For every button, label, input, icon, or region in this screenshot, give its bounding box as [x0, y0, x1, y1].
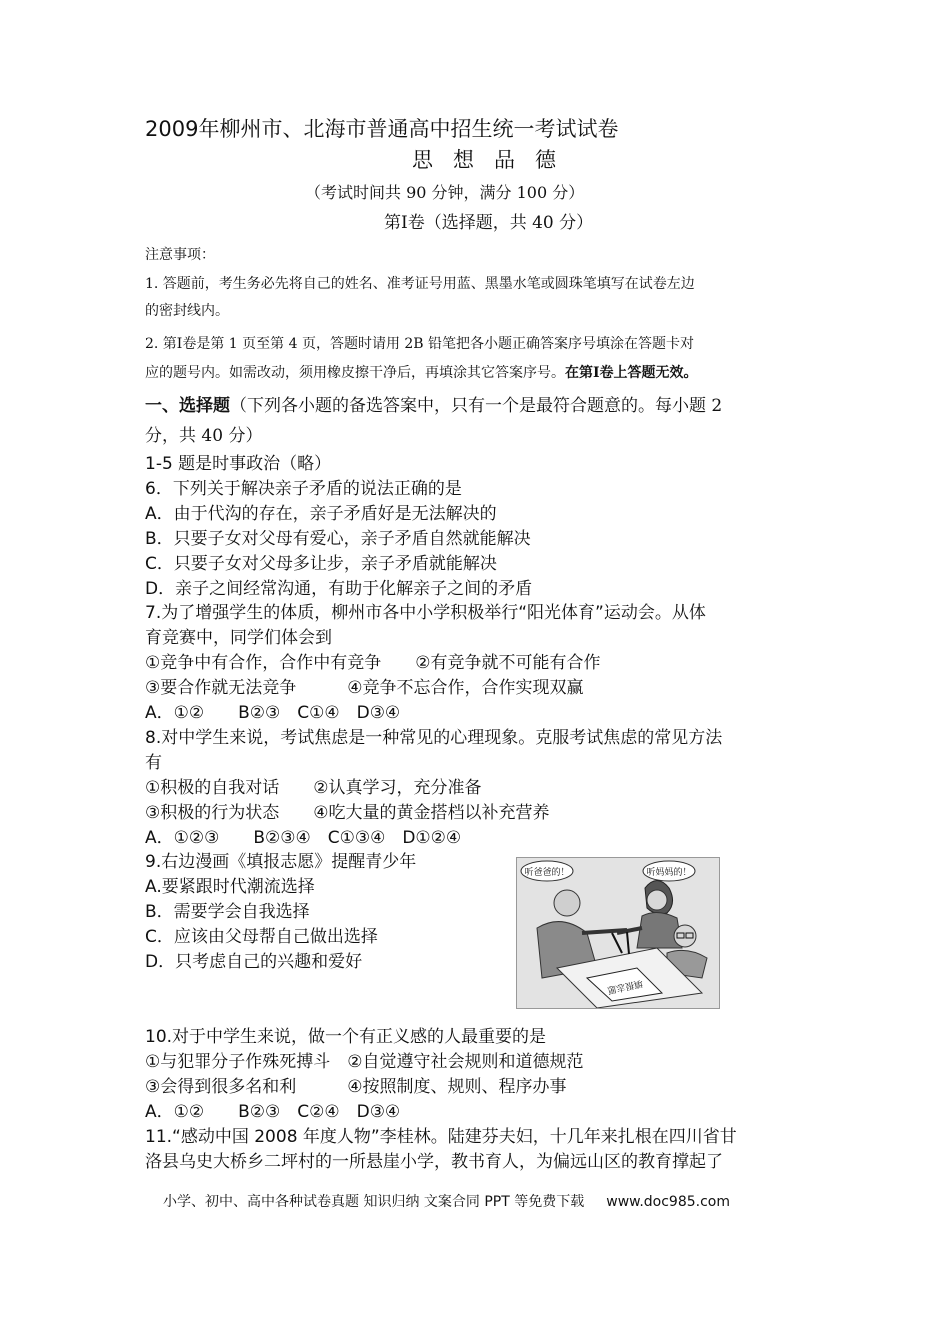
section-cont: 分，共 40 分）	[145, 426, 263, 446]
note-2-line-2	[145, 363, 698, 383]
cartoon-drawing	[517, 858, 719, 1008]
subject-title: 思想品德	[412, 148, 576, 172]
section-rest: （下列各小题的备选答案中，只有一个是最符合题意的。每小题 2	[230, 396, 723, 416]
q11-line-2: 洛县乌史大桥乡二坪村的一所悬崖小学，教书育人，为偏远山区的教育撑起了	[145, 1152, 723, 1172]
footer-text: 小学、初中、高中各种试卷真题 知识归纳 文案合同 PPT 等免费下载	[163, 1194, 585, 1210]
q6-option-a: A．由于代沟的存在，亲子矛盾好是无法解决的	[145, 504, 497, 524]
note-2-normal: 应的题号内。如需改动，须用橡皮擦干净后，再填涂其它答案序号。	[145, 365, 565, 381]
q7-choices: A．①② B②③ C①④ D③④	[145, 703, 401, 723]
q9-option-a: A.要紧跟时代潮流选择	[145, 877, 315, 897]
note-1-line-2: 的密封线内。	[145, 303, 229, 319]
q9-option-c: C．应该由父母帮自己做出选择	[145, 927, 378, 947]
q10-items-1: ①与犯罪分子作殊死搏斗 ②自觉遵守社会规则和道德规范	[145, 1052, 584, 1072]
q10-choices: A．①② B②③ C②④ D③④	[145, 1102, 401, 1122]
bubble-right-text: 听妈妈的！	[646, 868, 692, 878]
time-note: （考试时间共 90 分钟，满分 100 分）	[305, 183, 585, 202]
q8-stem-1: 8.对中学生来说，考试焦虑是一种常见的心理现象。克服考试焦虑的常见方法	[145, 728, 723, 748]
q8-choices: A．①②③ B②③④ C①③④ D①②④	[145, 828, 462, 848]
q11-line-1: 11.“感动中国 2008 年度人物”李桂林。陆建芬夫妇，十几年来扎根在四川省甘	[145, 1127, 737, 1147]
note-1-line-1: 1. 答题前，考生务必先将自己的姓名、准考证号用蓝、黑墨水笔或圆珠笔填写在试卷左边	[145, 276, 695, 292]
cartoon-image	[516, 857, 720, 1009]
q10-stem: 10.对于中学生来说，做一个有正义感的人最重要的是	[145, 1027, 547, 1047]
q9-stem: 9.右边漫画《填报志愿》提醒青少年	[145, 852, 417, 872]
q9-option-b: B．需要学会自我选择	[145, 902, 310, 922]
footer-url[interactable]: www.doc985.com	[606, 1194, 730, 1210]
q8-items-1: ①积极的自我对话 ②认真学习，充分准备	[145, 778, 482, 798]
q6-option-d: D．亲子之间经常沟通，有助于化解亲子之间的矛盾	[145, 579, 533, 599]
bubble-left-text: 听爸爸的！	[524, 868, 570, 878]
note-2-line-1: 2. 第Ⅰ卷是第 1 页至第 4 页，答题时请用 2B 铅笔把各小题正确答案序号填涂在答题卡对	[145, 336, 695, 352]
volume-heading: 第Ⅰ卷（选择题，共 40 分）	[384, 213, 594, 233]
q7-stem-1: 7.为了增强学生的体质，柳州市各中小学积极举行“阳光体育”运动会。从体	[145, 603, 706, 623]
exam-title: 2009年柳州市、北海市普通高中招生统一考试试卷	[145, 117, 619, 141]
section-heading	[145, 394, 722, 418]
q1-5-note: 1-5 题是时事政治（略）	[145, 454, 332, 474]
q7-items-2: ③要合作就无法竞争 ④竞争不忘合作，合作实现双赢	[145, 678, 584, 698]
q8-stem-2: 有	[145, 753, 162, 773]
q6-option-b: B．只要子女对父母有爱心，亲子矛盾自然就能解决	[145, 529, 531, 549]
notes-heading: 注意事项：	[145, 247, 215, 263]
form-label: 填报志愿	[606, 977, 644, 995]
q10-items-2: ③会得到很多名和利 ④按照制度、规则、程序办事	[145, 1077, 567, 1097]
q8-items-2: ③积极的行为状态 ④吃大量的黄金搭档以补充营养	[145, 803, 550, 823]
q6-option-c: C．只要子女对父母多让步，亲子矛盾就能解决	[145, 554, 497, 574]
note-2-bold: 在第Ⅰ卷上答题无效。	[565, 365, 698, 381]
q9-option-d: D．只考虑自己的兴趣和爱好	[145, 952, 363, 972]
q7-items-1: ①竞争中有合作，合作中有竞争 ②有竞争就不可能有合作	[145, 653, 601, 673]
page-footer	[163, 1190, 730, 1214]
q6-stem: 6．下列关于解决亲子矛盾的说法正确的是	[145, 479, 462, 499]
section-bold: 一、选择题	[145, 396, 230, 416]
q7-stem-2: 育竞赛中，同学们体会到	[145, 628, 332, 648]
